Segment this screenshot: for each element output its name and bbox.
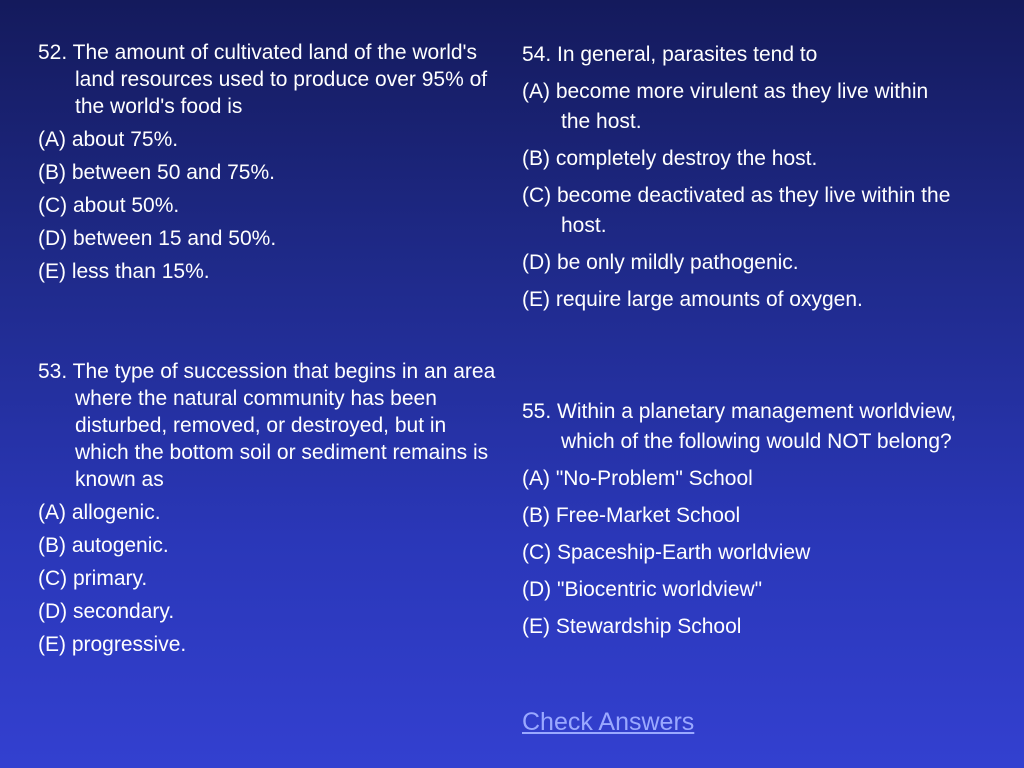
question-55-option-d: (D) "Biocentric worldview": [522, 578, 763, 601]
check-answers-link[interactable]: Check Answers: [522, 708, 695, 736]
question-52-stem: 52. The amount of cultivated land of the world's land resources used to produce over 95% of the world's food is: [38, 41, 488, 118]
question-52-option-c: (C) about 50%.: [38, 194, 180, 217]
question-53-option-a: (A) allogenic.: [38, 501, 161, 524]
question-53-option-d: (D) secondary.: [38, 600, 175, 623]
question-52-option-a: (A) about 75%.: [38, 128, 179, 151]
question-54-stem: 54. In general, parasites tend to: [522, 43, 818, 66]
question-53-stem: 53. The type of succession that begins in an area where the natural community has been disturbed, removed, or destroyed, but in which the bottom soil or sediment remains is known as: [38, 360, 496, 491]
question-54-option-c: (C) become deactivated as they live within the host.: [522, 184, 951, 237]
question-54: [522, 40, 962, 315]
question-54-option-e: (E) require large amounts of oxygen.: [522, 288, 863, 311]
question-52-option-d: (D) between 15 and 50%.: [38, 227, 277, 250]
question-55-stem: 55. Within a planetary management worldview, which of the following would NOT belong?: [522, 400, 957, 453]
question-55-option-a: (A) "No-Problem" School: [522, 467, 753, 490]
question-55-option-e: (E) Stewardship School: [522, 615, 742, 638]
question-55-option-c: (C) Spaceship-Earth worldview: [522, 541, 811, 564]
question-54-option-a: (A) become more virulent as they live within the host.: [522, 80, 929, 133]
question-53-option-e: (E) progressive.: [38, 633, 187, 656]
question-53-option-c: (C) primary.: [38, 567, 148, 590]
question-53: [38, 358, 500, 658]
question-54-option-d: (D) be only mildly pathogenic.: [522, 251, 799, 274]
question-54-option-b: (B) completely destroy the host.: [522, 147, 818, 170]
question-52-option-e: (E) less than 15%.: [38, 260, 210, 283]
question-52: [38, 39, 500, 285]
question-55-option-b: (B) Free-Market School: [522, 504, 741, 527]
question-52-option-b: (B) between 50 and 75%.: [38, 161, 275, 184]
question-53-option-b: (B) autogenic.: [38, 534, 169, 557]
question-55: [522, 397, 962, 642]
